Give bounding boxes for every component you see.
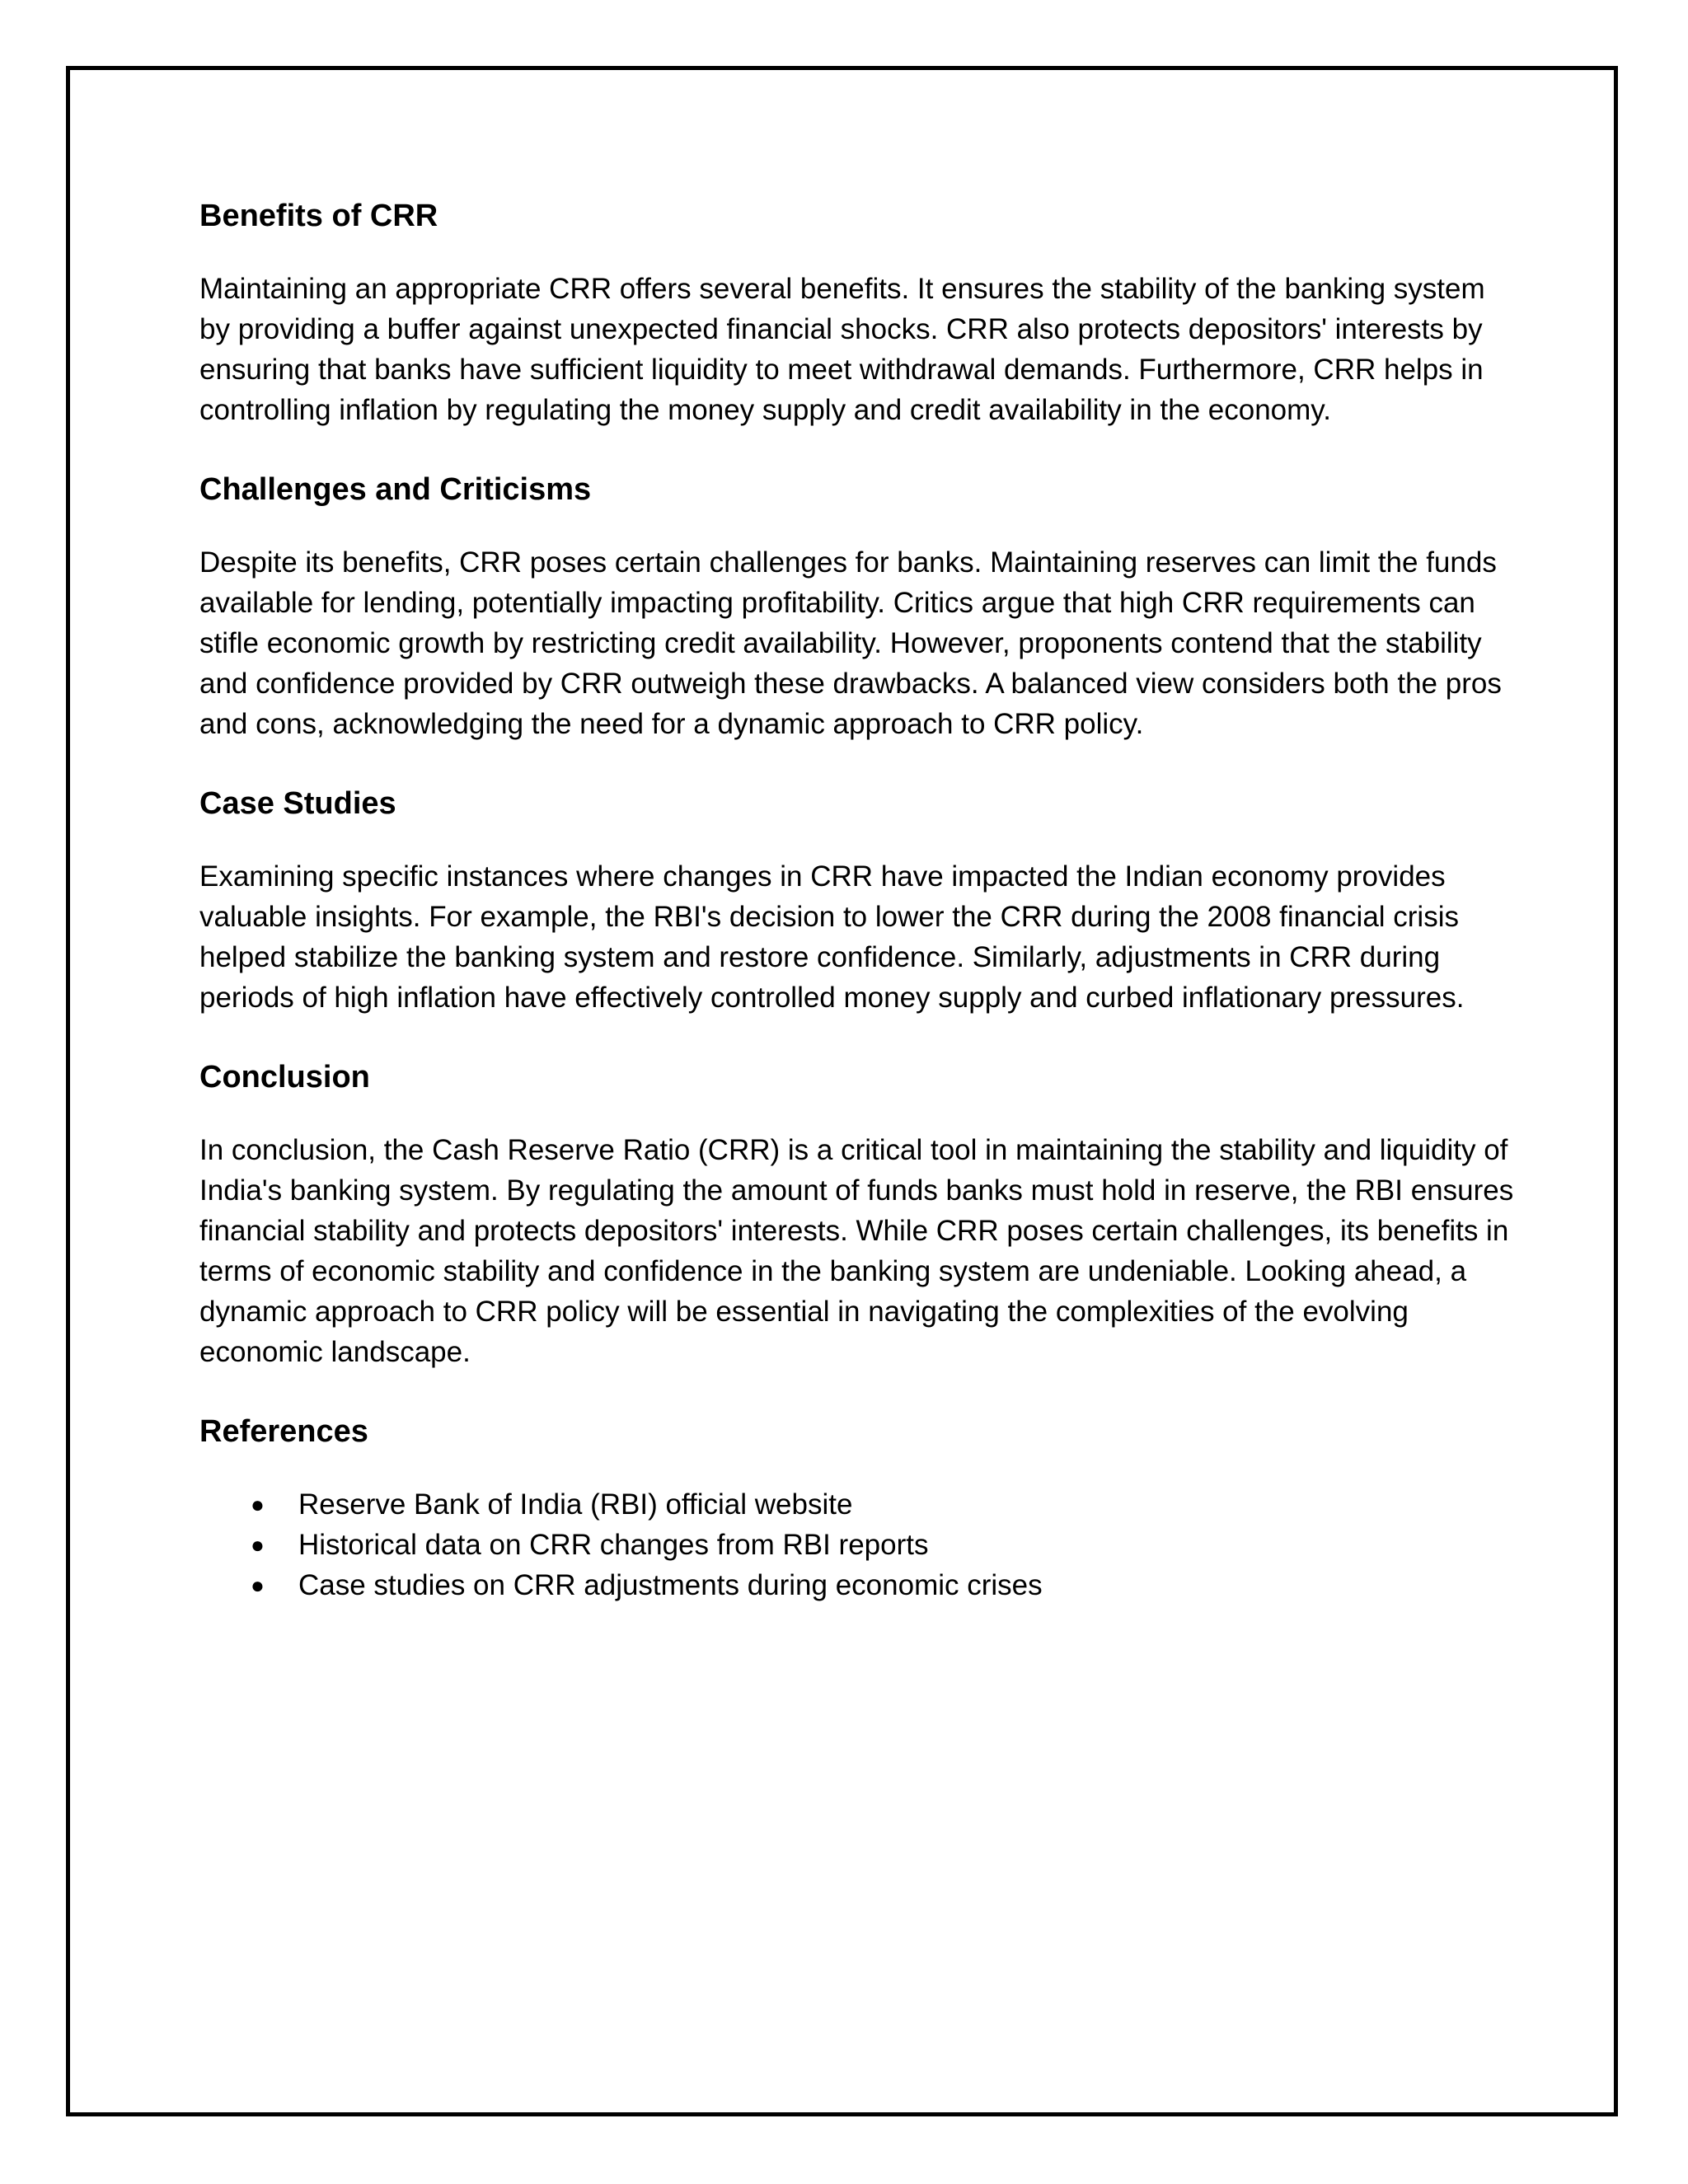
reference-item <box>199 1525 1518 1565</box>
paragraph-challenges: Despite its benefits, CRR poses certain challenges for banks. Maintaining reserves can limit the funds available for lending, potentially impacting profitability. Critics argue that high CRR requirements can stifle economic growth by restricting credit availability. However, proponents contend that the stability and confidence provided by CRR outweigh these drawbacks. A balanced view considers both the pros and cons, acknowledging the need for a dynamic approach to CRR policy. <box>199 546 1502 740</box>
paragraph-conclusion: In conclusion, the Cash Reserve Ratio (CRR) is a critical tool in maintaining the stability and liquidity of India's banking system. By regulating the amount of funds banks must hold in reserve, the RBI ensures financial stability and protects depositors' interests. While CRR poses certain challenges, its benefits in terms of economic stability and confidence in the banking system are undeniable. Looking ahead, a dynamic approach to CRR policy will be essential in navigating the complexities of the evolving economic landscape. <box>199 1134 1514 1368</box>
heading-challenges: Challenges and Criticisms <box>199 472 592 507</box>
heading-case-studies: Case Studies <box>199 786 396 821</box>
reference-item <box>199 1565 1518 1605</box>
paragraph-case-studies: Examining specific instances where changes in CRR have impacted the Indian economy provides valuable insights. For example, the RBI's decision to lower the CRR during the 2008 financial crisis helped stabilize the banking system and restore confidence. Similarly, adjustments in CRR during periods of high inflation have effectively controlled money supply and curbed inflationary pressures. <box>199 860 1465 1014</box>
heading-references: References <box>199 1414 368 1449</box>
heading-conclusion: Conclusion <box>199 1060 370 1094</box>
document-content <box>199 196 1518 1605</box>
reference-text: Reserve Bank of India (RBI) official website <box>298 1488 853 1521</box>
bullet-icon: ● <box>251 1532 265 1558</box>
bullet-icon: ● <box>251 1492 265 1517</box>
paragraph-benefits: Maintaining an appropriate CRR offers several benefits. It ensures the stability of the banking system by providing a buffer against unexpected financial shocks. CRR also protects depositors' interests by ensuring that banks have sufficient liquidity to meet withdrawal demands. Furthermore, CRR helps in controlling inflation by regulating the money supply and credit availability in the economy. <box>199 273 1485 426</box>
reference-text: Historical data on CRR changes from RBI reports <box>298 1529 929 1561</box>
references-list <box>199 1484 1518 1605</box>
heading-benefits: Benefits of CRR <box>199 199 438 233</box>
reference-text: Case studies on CRR adjustments during economic crises <box>298 1569 1043 1601</box>
reference-item <box>199 1484 1518 1525</box>
bullet-icon: ● <box>251 1572 265 1598</box>
